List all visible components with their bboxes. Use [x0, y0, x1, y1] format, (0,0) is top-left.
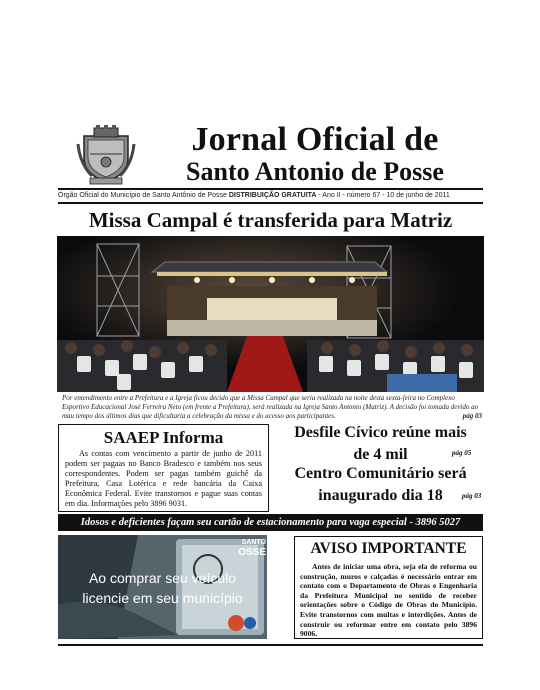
- desfile-headline-line1: Desfile Cívico reúne mais: [294, 424, 467, 441]
- centro-headline: [278, 463, 483, 507]
- lead-headline: Missa Campal é transferida para Matriz: [88, 208, 453, 232]
- desfile-headline: [278, 422, 483, 466]
- masthead-rule-top: [58, 188, 483, 190]
- masthead-subline: [58, 191, 483, 201]
- lead-photo-caption: [62, 394, 482, 421]
- parking-card-banner: Idosos e deficientes façam seu cartão de estacionamento para vaga especial - 3896 5027: [58, 514, 483, 531]
- subline-issue: - Ano II - número 67 - 10 de junho de 2011: [316, 192, 450, 199]
- saaep-body: As contas com vencimento a partir de junho de 2011 podem ser pagaas no Banco Bradesco e também nos seus correspondentes. Podem ser pagas também guichê da Prefeitura, Casa Lotérica e rede bancária da Caixa Econômica Federal. Evite transtornos e pague suas contas em dia. Informações pelo 3896 9031.: [65, 449, 262, 508]
- ad-logo-line1: SANTO: [241, 539, 266, 546]
- centro-headline-line2: inaugurado dia 18: [318, 487, 443, 504]
- ad-line1: Ao comprar seu veículo: [88, 570, 237, 586]
- aviso-body: Antes de iniciar uma obra, seja ela de reforma ou construção, muros e calçadas é necessário entrar em contato com o Departamento de Obras e Engenharia da Prefeitura Municipal no sentido de receber orientações sobre o Código de Obras do Município. Evite transtornos com multas e interdições. Antes de construir ou reformar entre em contato pelo 3896 9006.: [300, 562, 477, 639]
- masthead-rule-bottom: [58, 202, 483, 204]
- newspaper-title: Jornal Oficial de: [191, 121, 439, 158]
- subline-distribution: DISTRIBUIÇÃO GRATUITA: [228, 192, 317, 199]
- saaep-title: SAAEP Informa: [103, 428, 224, 447]
- caption-page-ref: pág 03: [462, 412, 482, 420]
- ad-logo-line2: OSSE: [238, 547, 266, 558]
- newspaper-title-city: Santo Antonio de Posse: [186, 157, 444, 186]
- desfile-page-ref: pág 05: [452, 449, 472, 457]
- caption-text: Por entendimento entre a Prefeitura e a Igreja ficou decido que a Missa Campal que seria realizada na noite desta sexta-feira no Complexo Esportivo Educacional José Ferreira Neto (em frente a Prefeitura), será realizada na Igreja Santo Antonio (Matriz). A decisão foi tomada devido ao mau tempo dos últimos dias que dificultaria a celebração da missa e do acesso aos participantes.: [62, 394, 479, 420]
- centro-headline-line1: Centro Comunitário será: [294, 465, 467, 482]
- subline-organ: Órgão Oficial do Município de Santo Antônio de Posse: [58, 192, 227, 199]
- desfile-headline-line2: de 4 mil: [353, 446, 408, 463]
- page-bottom-rule: [58, 644, 483, 646]
- ad-line2: licencie em seu município: [82, 590, 243, 606]
- mass-stage-photo: [57, 236, 484, 392]
- centro-page-ref: pág 03: [462, 492, 482, 500]
- vehicle-licensing-ad: [58, 535, 267, 639]
- ad-logo: [228, 539, 266, 558]
- aviso-title: AVISO IMPORTANTE: [310, 540, 467, 557]
- aviso-notice-box: [294, 536, 483, 639]
- municipal-crest-logo: [76, 124, 136, 186]
- saaep-notice-box: [58, 424, 269, 512]
